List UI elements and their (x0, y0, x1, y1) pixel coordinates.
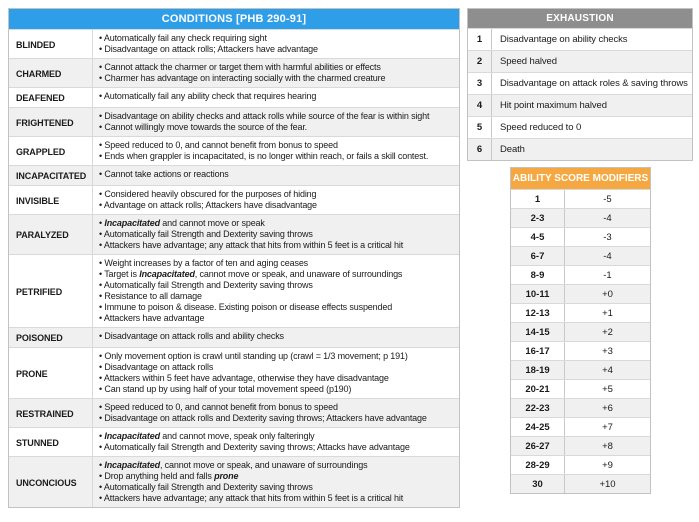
exhaustion-table-body (468, 28, 692, 160)
bullet-item: • Incapacitated and cannot move, speak only falteringly (99, 431, 455, 442)
exhaustion-level-cell: 4 (468, 95, 492, 116)
bullet-item: • Considered heavily obscured for the purposes of hiding (99, 189, 455, 200)
condition-effects-cell (93, 399, 459, 427)
modifier-cell: +3 (602, 345, 613, 357)
condition-name-cell: PRONE (9, 348, 93, 398)
ability-score-modifiers-table (510, 167, 651, 494)
score-range-cell: 22-23 (511, 399, 565, 417)
table-row (511, 227, 650, 246)
table-row (511, 208, 650, 227)
exhaustion-effect-cell: Disadvantage on attack roles & saving throws (500, 78, 688, 89)
modifier-cell: +0 (602, 288, 613, 300)
table-row (511, 341, 650, 360)
condition-name-cell: FRIGHTENED (9, 108, 93, 136)
condition-effects-cell (93, 215, 459, 254)
modifier-cell: +8 (602, 440, 613, 452)
condition-effects-cell (93, 328, 459, 347)
table-row (468, 138, 692, 160)
table-row (9, 327, 459, 347)
score-range-cell: 1 (511, 190, 565, 208)
table-row (511, 436, 650, 455)
table-row (511, 474, 650, 493)
table-row (511, 265, 650, 284)
conditions-table-header (9, 9, 459, 29)
modifier-cell: -5 (603, 193, 612, 205)
bullet-item: • Automatically fail Strength and Dexterity saving throws (99, 280, 455, 291)
bullet-item: • Charmer has advantage on interacting socially with the charmed creature (99, 73, 455, 84)
exhaustion-effect-cell: Speed reduced to 0 (500, 122, 582, 133)
modifier-cell: +2 (602, 326, 613, 338)
table-row (468, 116, 692, 138)
conditions-table-body (9, 29, 459, 507)
table-row (511, 379, 650, 398)
bullet-item: • Resistance to all damage (99, 291, 455, 302)
table-row (511, 284, 650, 303)
condition-effects-cell (93, 348, 459, 398)
bullet-item: • Automatically fail Strength and Dexterity saving throws (99, 482, 455, 493)
score-range-cell: 14-15 (511, 323, 565, 341)
modifier-cell: -1 (603, 269, 612, 281)
condition-name-cell: INCAPACITATED (9, 166, 93, 185)
condition-effects-cell (93, 30, 459, 58)
score-range-cell: 8-9 (511, 266, 565, 284)
modifier-cell: +4 (602, 364, 613, 376)
condition-name-cell: UNCONCIOUS (9, 457, 93, 507)
modifier-cell: +10 (599, 478, 616, 490)
modifier-cell: -3 (603, 231, 612, 243)
ability-table-title: ABILITY SCORE MODIFIERS (512, 173, 649, 184)
score-range-cell: 16-17 (511, 342, 565, 360)
modifier-cell: +9 (602, 459, 613, 471)
bullet-item: • Target is Incapacitated, cannot move or speak, and unaware of surroundings (99, 269, 455, 280)
bullet-item: • Attackers have advantage (99, 313, 455, 324)
table-row (511, 303, 650, 322)
bullet-item: • Disadvantage on ability checks and attack rolls while source of the fear is within sight (99, 111, 455, 122)
exhaustion-effect-cell: Disadvantage on ability checks (500, 34, 628, 45)
condition-effects-cell (93, 457, 459, 507)
modifier-cell: -4 (603, 250, 612, 262)
condition-effects-cell (93, 166, 459, 185)
modifier-cell: -4 (603, 212, 612, 224)
score-range-cell: 30 (511, 475, 565, 493)
condition-name-cell: DEAFENED (9, 88, 93, 107)
exhaustion-effect-cell: Speed halved (500, 56, 557, 67)
score-range-cell: 2-3 (511, 209, 565, 227)
condition-name-cell: BLINDED (9, 30, 93, 58)
table-row (511, 189, 650, 208)
ability-table-header (511, 168, 650, 189)
table-row (9, 107, 459, 136)
table-row (511, 398, 650, 417)
score-range-cell: 10-11 (511, 285, 565, 303)
condition-effects-cell (93, 59, 459, 87)
exhaustion-effect-cell: Hit point maximum halved (500, 100, 607, 111)
table-row (511, 246, 650, 265)
modifier-cell: +6 (602, 402, 613, 414)
bullet-item: • Automatically fail Strength and Dexterity saving throws (99, 229, 455, 240)
exhaustion-effect-cell: Death (500, 144, 525, 155)
bullet-item: • Incapacitated and cannot move or speak (99, 218, 455, 229)
bullet-item: • Weight increases by a factor of ten and aging ceases (99, 258, 455, 269)
bullet-item: • Ends when grappler is incapacitated, is no longer within reach, or fails a skill contest. (99, 151, 455, 162)
table-row (9, 398, 459, 427)
bullet-item: • Speed reduced to 0, and cannot benefit from bonus to speed (99, 140, 455, 151)
table-row (9, 58, 459, 87)
condition-effects-cell (93, 186, 459, 214)
score-range-cell: 26-27 (511, 437, 565, 455)
bullet-item: • Immune to poison & disease. Existing poison or disease effects suspended (99, 302, 455, 313)
table-row (9, 347, 459, 398)
condition-name-cell: PETRIFIED (9, 255, 93, 327)
bullet-item: • Disadvantage on attack rolls (99, 362, 455, 373)
condition-effects-cell (93, 108, 459, 136)
condition-name-cell: POISONED (9, 328, 93, 347)
modifier-cell: +5 (602, 383, 613, 395)
table-row (468, 72, 692, 94)
table-row (468, 28, 692, 50)
conditions-table (8, 8, 460, 508)
condition-name-cell: CHARMED (9, 59, 93, 87)
bullet-item: • Attackers have advantage; any attack that hits from within 5 feet is a critical hit (99, 240, 455, 251)
bullet-item: • Automatically fail any check requiring sight (99, 33, 455, 44)
condition-effects-cell (93, 428, 459, 456)
bullet-item: • Can stand up by using half of your total movement speed (p190) (99, 384, 455, 395)
exhaustion-level-cell: 3 (468, 73, 492, 94)
table-row (468, 94, 692, 116)
table-row (468, 50, 692, 72)
bullet-item: • Cannot willingly move towards the source of the fear. (99, 122, 455, 133)
bullet-item: • Incapacitated, cannot move or speak, and unaware of surroundings (99, 460, 455, 471)
table-row (9, 29, 459, 58)
bullet-item: • Automatically fail Strength and Dexterity saving throws; Attacks have advantage (99, 442, 455, 453)
modifier-cell: +1 (602, 307, 613, 319)
bullet-item: • Drop anything held and falls prone (99, 471, 455, 482)
exhaustion-level-cell: 2 (468, 51, 492, 72)
table-row (9, 214, 459, 254)
score-range-cell: 20-21 (511, 380, 565, 398)
score-range-cell: 24-25 (511, 418, 565, 436)
table-row (9, 136, 459, 165)
bullet-item: • Automatically fail any ability check that requires hearing (99, 91, 455, 102)
score-range-cell: 28-29 (511, 456, 565, 474)
table-row (511, 417, 650, 436)
table-row (511, 322, 650, 341)
exhaustion-level-cell: 1 (468, 29, 492, 50)
score-range-cell: 4-5 (511, 228, 565, 246)
exhaustion-level-cell: 5 (468, 117, 492, 138)
bullet-item: • Cannot attack the charmer or target them with harmful abilities or effects (99, 62, 455, 73)
bullet-item: • Attackers have advantage; any attack that hits from within 5 feet is a critical hit (99, 493, 455, 504)
condition-name-cell: RESTRAINED (9, 399, 93, 427)
table-row (511, 455, 650, 474)
exhaustion-table (467, 8, 693, 161)
condition-name-cell: GRAPPLED (9, 137, 93, 165)
table-row (9, 185, 459, 214)
bullet-item: • Disadvantage on attack rolls and ability checks (99, 331, 455, 342)
condition-effects-cell (93, 88, 459, 107)
bullet-item: • Speed reduced to 0, and cannot benefit from bonus to speed (99, 402, 455, 413)
exhaustion-table-header (468, 9, 692, 28)
bullet-item: • Only movement option is crawl until standing up (crawl = 1/3 movement; p 191) (99, 351, 455, 362)
bullet-item: • Attackers within 5 feet have advantage, otherwise they have disadvantage (99, 373, 455, 384)
table-row (9, 456, 459, 507)
condition-name-cell: INVISIBLE (9, 186, 93, 214)
modifier-cell: +7 (602, 421, 613, 433)
exhaustion-level-cell: 6 (468, 139, 492, 160)
ability-table-body (511, 189, 650, 493)
score-range-cell: 6-7 (511, 247, 565, 265)
table-row (9, 165, 459, 185)
table-row (9, 254, 459, 327)
condition-effects-cell (93, 137, 459, 165)
bullet-item: • Disadvantage on attack rolls; Attackers have advantage (99, 44, 455, 55)
condition-effects-cell (93, 255, 459, 327)
exhaustion-table-title: EXHAUSTION (546, 13, 614, 24)
conditions-table-title: CONDITIONS [PHB 290-91] (161, 13, 307, 25)
bullet-item: • Cannot take actions or reactions (99, 169, 455, 180)
table-row (9, 427, 459, 456)
bullet-item: • Disadvantage on attack rolls and Dexterity saving throws; Attackers have advantage (99, 413, 455, 424)
condition-name-cell: PARALYZED (9, 215, 93, 254)
score-range-cell: 12-13 (511, 304, 565, 322)
score-range-cell: 18-19 (511, 361, 565, 379)
bullet-item: • Advantage on attack rolls; Attackers have disadvantage (99, 200, 455, 211)
table-row (511, 360, 650, 379)
table-row (9, 87, 459, 107)
condition-name-cell: STUNNED (9, 428, 93, 456)
